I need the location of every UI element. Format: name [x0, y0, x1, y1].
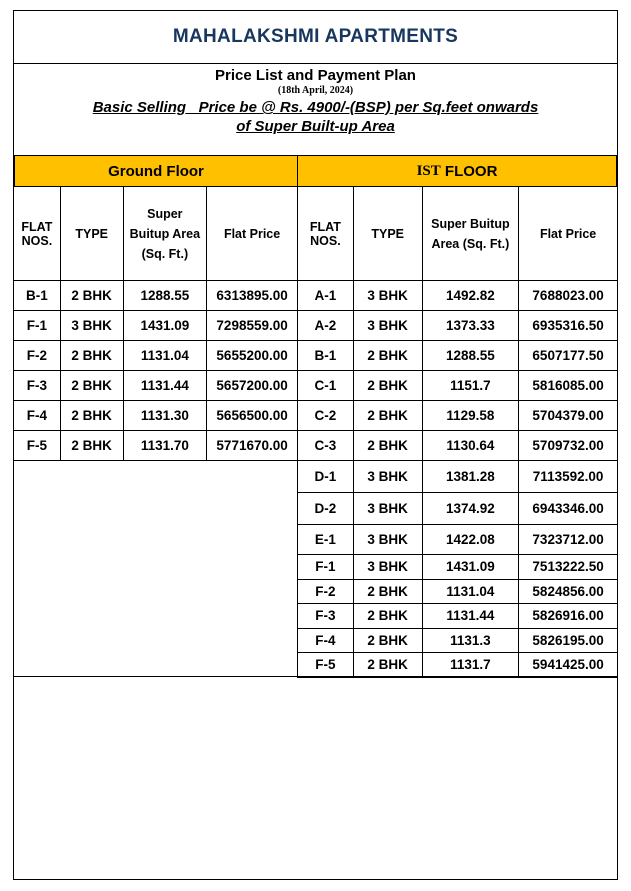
table-row [298, 604, 618, 629]
table-cell: F-4 [298, 628, 354, 653]
table-cell: 1131.04 [422, 579, 519, 604]
first-floor-label-suffix: FLOOR [444, 162, 498, 180]
table-cell: 1131.70 [123, 431, 207, 461]
table-cell: 7323712.00 [519, 525, 618, 555]
table-cell: 7513222.50 [519, 555, 618, 580]
table-cell: 2 BHK [60, 371, 123, 401]
table-cell: 5826916.00 [519, 604, 618, 629]
table-cell: 5826195.00 [519, 628, 618, 653]
price-list-page [13, 10, 618, 880]
table-cell: 2 BHK [353, 653, 422, 678]
table-cell: 5941425.00 [519, 653, 618, 678]
table-cell: A-1 [298, 281, 354, 311]
table-cell: 1374.92 [422, 493, 519, 525]
table-cell: 2 BHK [353, 628, 422, 653]
table-cell: 1492.82 [422, 281, 519, 311]
column-header: Flat Price [519, 187, 618, 281]
header-row [298, 187, 618, 281]
table-row [14, 311, 298, 341]
table-cell: D-1 [298, 461, 354, 493]
table-cell: 7688023.00 [519, 281, 618, 311]
table-cell: 1131.30 [123, 401, 207, 431]
table-cell: 5655200.00 [207, 341, 298, 371]
table-cell: F-1 [298, 555, 354, 580]
table-cell: 1381.28 [422, 461, 519, 493]
table-cell: 2 BHK [353, 579, 422, 604]
table-row [298, 493, 618, 525]
table-cell: B-1 [14, 281, 61, 311]
table-row [298, 311, 618, 341]
table-cell: 5816085.00 [519, 371, 618, 401]
table-cell: 1131.04 [123, 341, 207, 371]
table-bottom-rule [14, 676, 617, 677]
table-cell: 1288.55 [123, 281, 207, 311]
bsp-line-1: Basic Selling_ Price be @ Rs. 4900/-(BSP) per Sq.feet onwards [92, 99, 539, 116]
table-row [14, 431, 298, 461]
table-row [298, 628, 618, 653]
table-row [298, 431, 618, 461]
table-cell: 2 BHK [60, 281, 123, 311]
table-cell: 6935316.50 [519, 311, 618, 341]
table-cell: 6943346.00 [519, 493, 618, 525]
table-cell: 5657200.00 [207, 371, 298, 401]
table-cell: 2 BHK [353, 431, 422, 461]
column-header: TYPE [60, 187, 123, 281]
table-cell: 1131.44 [422, 604, 519, 629]
page-title: MAHALAKSHMI APARTMENTS [172, 26, 459, 47]
table-cell: 3 BHK [353, 281, 422, 311]
table-cell: F-2 [298, 579, 354, 604]
table-cell: 5709732.00 [519, 431, 618, 461]
table-row [14, 401, 298, 431]
table-cell: A-2 [298, 311, 354, 341]
table-cell: 5704379.00 [519, 401, 618, 431]
table-cell: 5656500.00 [207, 401, 298, 431]
table-row [298, 555, 618, 580]
table-row [298, 371, 618, 401]
table-cell: 1151.7 [422, 371, 519, 401]
column-header: TYPE [353, 187, 422, 281]
table-cell: 6313895.00 [207, 281, 298, 311]
table-cell: 1288.55 [422, 341, 519, 371]
header-row [14, 187, 298, 281]
column-header: Super Buitup Area (Sq. Ft.) [422, 187, 519, 281]
table-cell: C-1 [298, 371, 354, 401]
table-cell: C-2 [298, 401, 354, 431]
table-row [298, 461, 618, 493]
subtitle-box [14, 64, 617, 154]
table-cell: F-1 [14, 311, 61, 341]
column-header: Flat Price [207, 187, 298, 281]
ground-floor-band [14, 155, 298, 187]
table-cell: 5824856.00 [519, 579, 618, 604]
table-cell: 1373.33 [422, 311, 519, 341]
first-floor-label-prefix: IST [416, 162, 441, 179]
table-row [14, 281, 298, 311]
table-cell: 2 BHK [353, 401, 422, 431]
table-cell: E-1 [298, 525, 354, 555]
table-cell: 2 BHK [60, 431, 123, 461]
table-cell: 3 BHK [353, 555, 422, 580]
table-row [14, 371, 298, 401]
subtitle: Price List and Payment Plan [215, 67, 416, 84]
table-cell: F-3 [298, 604, 354, 629]
table-cell: 1422.08 [422, 525, 519, 555]
table-cell: C-3 [298, 431, 354, 461]
table-cell: F-5 [298, 653, 354, 678]
table-cell: 6507177.50 [519, 341, 618, 371]
first-floor-band [297, 155, 617, 187]
table-cell: 3 BHK [353, 461, 422, 493]
title-box [14, 11, 617, 64]
table-row [298, 401, 618, 431]
ground-floor-label: Ground Floor [108, 162, 204, 180]
date: (18th April, 2024) [277, 85, 354, 96]
table-cell: 1130.64 [422, 431, 519, 461]
table-row [298, 653, 618, 678]
table-cell: 1431.09 [123, 311, 207, 341]
table-cell: 3 BHK [60, 311, 123, 341]
table-cell: F-4 [14, 401, 61, 431]
table-row [298, 579, 618, 604]
table-cell: 3 BHK [353, 493, 422, 525]
table-cell: 2 BHK [60, 401, 123, 431]
column-header: FLAT NOS. [14, 187, 61, 281]
table-cell: 1431.09 [422, 555, 519, 580]
table-cell: 2 BHK [353, 371, 422, 401]
table-cell: 7298559.00 [207, 311, 298, 341]
table-row [298, 525, 618, 555]
table-cell: F-5 [14, 431, 61, 461]
table-cell: F-3 [14, 371, 61, 401]
table-cell: 3 BHK [353, 525, 422, 555]
table-cell: 1131.7 [422, 653, 519, 678]
table-cell: D-2 [298, 493, 354, 525]
table-cell: 1131.44 [123, 371, 207, 401]
ground-floor-table [13, 186, 298, 461]
bsp-note [14, 98, 617, 136]
table-row [298, 341, 618, 371]
column-header: Super Buitup Area (Sq. Ft.) [123, 187, 207, 281]
table-cell: B-1 [298, 341, 354, 371]
table-cell: 1129.58 [422, 401, 519, 431]
table-cell: 3 BHK [353, 311, 422, 341]
bsp-line-2: of Super Built-up Area [236, 118, 395, 135]
first-floor-table [297, 186, 618, 678]
table-row [298, 281, 618, 311]
column-header: FLAT NOS. [298, 187, 354, 281]
table-cell: 5771670.00 [207, 431, 298, 461]
table-cell: 7113592.00 [519, 461, 618, 493]
table-row [14, 341, 298, 371]
table-cell: 1131.3 [422, 628, 519, 653]
table-cell: 2 BHK [60, 341, 123, 371]
table-cell: 2 BHK [353, 341, 422, 371]
table-cell: 2 BHK [353, 604, 422, 629]
table-cell: F-2 [14, 341, 61, 371]
